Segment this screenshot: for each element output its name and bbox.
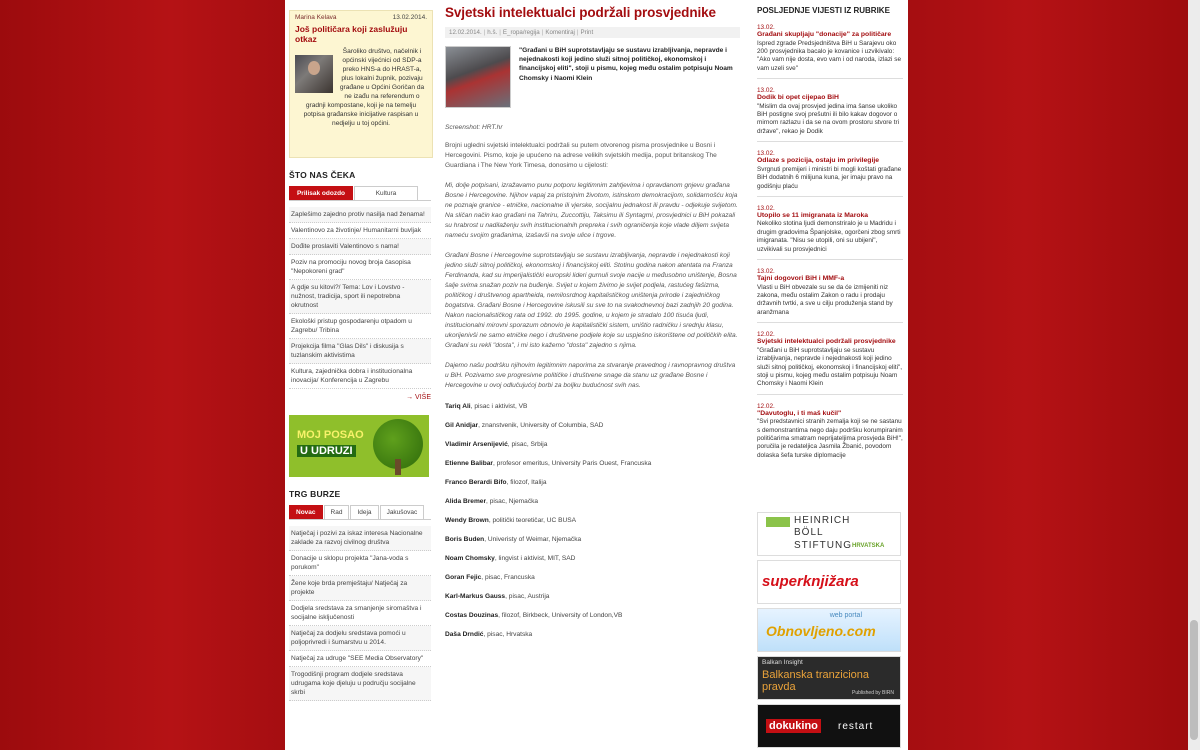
article-paragraph: Dajemo našu podršku njihovim legitimnim naporima za stvaranje pravednog i ravnopravnog društva u BiH. Pozivamo sve progresivne političke i društvene snage da stanu uz građane Bosne i Hercegovine u ovoj odlučujućoj borbi za boljku budućnost svih nas. [445, 362, 736, 389]
signer: Vladimir Arsenijević, pisac, Srbija [445, 441, 548, 448]
quote-text: Šaroliko društvo, načelnik i općinski vijećnici od SDP-a preko HNS-a do HRAST-a, plus lokalni župnik, pozivaju građane u Općini Goričan da ne izađu na referendum o gradnji kompostane, koji je na temelju potpisa građanske inicijative raspisan u nedjelju u toj općini. [303, 48, 425, 127]
list-item[interactable]: A gdje su kitovi?/ Tema: Lov i Lovstvo - nužnost, tradicija, sport ili nepotrebna okrutnost [289, 280, 431, 314]
article-date: 12.02.2014. [449, 29, 482, 36]
photo-caption: Screenshot: HRT.hr [445, 124, 503, 131]
list-item[interactable]: Projekcija filma "Glas Dils" i diskusija s tuzlanskim aktivistima [289, 339, 431, 364]
news-item[interactable]: 13.02. Dodik bi opet cijepao BiH "Mislim da ovaj prosvjed jedina ima šanse ukoliko BiH postigne svoj prešutni ili bilo kakav dogovor o mirnom razlazu i da se na ovom prostoru stvore tri države", rekao je Dodik [757, 87, 903, 142]
trg-burze-tabs [289, 505, 431, 520]
boll-banner[interactable]: HEINRICH BÖLL STIFTUNG HRVATSKA [757, 512, 901, 556]
signer: Karl-Markus Gauss, pisac, Austrija [445, 593, 550, 600]
list-item[interactable]: Natječaj za dodjelu sredstava pomoći u poljoprivredi i šumarstvu u 2014. [289, 626, 431, 651]
news-item[interactable]: 12.02. Svjetski intelektualci podržali prosvjednike "Građani u BiH suprotstavljaju se sustavu izrabljivanja, nepravde i nejednakosti koji jedino služi sitnoj političkoj, ekonomskoj i financijskoj eliti", stoji u pismu, kojeg među ostalim potpisuju Noam Chomsky i Naomi Klein [757, 331, 903, 395]
balkan-insight-banner[interactable]: Balkan Insight Balkanska tranziciona pravda Published by BIRN [757, 656, 901, 700]
signer: Wendy Brown, politički teoretičar, UC BUSA [445, 517, 577, 524]
list-item[interactable]: Žene koje brda premještaju/ Natječaj za projekte [289, 576, 431, 601]
banner-list [757, 512, 903, 750]
signer: Etienne Balibar, profesor emeritus, University Paris Ouest, Francuska [445, 460, 652, 467]
quote-author[interactable]: Marina Kelava [295, 14, 337, 21]
news-item[interactable]: 12.02. "Davutoglu, i ti maš kučil" "Svi predstavnici stranih zemalja koji se ne sastanu s demonstrantima nego daju podršku korumpiranim političarima smatram neprijateljima prosvjeda BiH!", poručila je redateljica Jasmila Žbanić, povodom dolaska šefa turske diplomacije [757, 402, 903, 459]
signer: Tariq Ali, pisac i aktivist, VB [445, 403, 528, 410]
quote-title[interactable]: Još političara koji zaslužuju otkaz [295, 24, 408, 44]
tab-ideja[interactable]: Ideja [350, 505, 378, 519]
list-item[interactable]: Dođite proslaviti Valentinovo s nama! [289, 239, 431, 255]
event-list [289, 207, 431, 389]
signer: Franco Berardi Bifo, filozof, Italija [445, 479, 547, 486]
boll-logo-icon [766, 517, 790, 527]
background-right [908, 0, 1200, 750]
quote-box[interactable] [289, 10, 433, 158]
news-item[interactable]: 13.02. Građani skupljaju "donacije" za političare Ispred zgrade Predsjedništva BiH u Sarajevu oko 200 prosvjednika bacalo je kovanice i uzvikivalo: "Ako vam nije dosta, evo vam i od naroda, izlazi se vam uzeli sve" [757, 24, 903, 79]
banner-line1: MOJ POSAO [297, 429, 364, 441]
list-item[interactable]: Poziv na promociju novog broja časopisa "Nepokoreni grad" [289, 255, 431, 280]
tab-kultura[interactable]: Kultura [354, 186, 418, 200]
article-title: Svjetski intelektualci podržali prosvjednike [445, 5, 716, 20]
news-item[interactable]: 13.02. Utopilo se 11 imigranata iz Maroka Nekoliko stotina ljudi demonstriralo je u Madridu i drugim gradovima Španjolske, ogorčeni zbog smrti imigranata. "Nisu se utopili, oni su ubijeni", uzvikivali su prosvjednici [757, 205, 903, 260]
rubrike-title: POSLJEDNJE VIJESTI IZ RUBRIKE [757, 6, 890, 15]
list-item[interactable]: Trogodišnji program dodjele sredstava udrugama koje djeluju u području socijalne skrbi [289, 667, 431, 701]
signer: Gil Anidjar, znanstvenik, University of Columbia, SAD [445, 422, 604, 429]
news-item[interactable]: 13.02. Odlaze s pozicija, ostaju im privilegije Svrgnuti premijeri i ministri bi mogli koštati građane BiH dodatnih 6 milijuna kuna, jer imaju pravo na godišnju plaću [757, 150, 903, 197]
article-lead: "Građani u BiH suprotstavljaju se sustavu izrabljivanja, nepravde i nejednakosti koji jedino služi sitnoj političkoj, ekonomskoj i financijskoj eliti", stoji u pismu, kojeg među ostalim potpisuju Noam Chomsky i Naomi Klein [519, 47, 733, 82]
list-item[interactable]: Ekološki pristup gospodarenju otpadom u Zagrebu/ Tribina [289, 314, 431, 339]
obnovljeno-banner[interactable]: web portal Obnovljeno.com [757, 608, 901, 652]
comment-link[interactable]: Komentiraj [545, 29, 575, 36]
article-paragraph: Građani Bosne i Hercegovine suprotstavljaju se sustavu izrabljivanja, nepravde i nejednakosti koji jedino služi sitnoj političkoj, ekonomskoj i financijskoj eliti. Stotinu godina nakon atentata na Franza Ferdinanda, kad su imperijalistički europski lideri gurnuli svoje nacije u međusobno uništenje, Bosna šalje svima snažan poziv na buđenje. Svijet u kojem živimo je svijet podjela, rastućeg fašizma, političkog i društvenog apartheida, nemilosrdnog kapitalističkog uništenja prirode i zajedničkog bogatstva. Građani Bosne i Hercegovine iskusili su sve to na svakodnevnoj bazi zadnjih 20 godina. Nakon nacionalističkog rata od 1992. do 1995. godine, u kojem je stradalo 100 tisuća ljudi, institucionalni mirovni sporazum obnovio je kapitalistički sistem, uništio radničku i srednju klasu, ukorijenivši ne samo etničke nego i društvene podjele koje su uspješno iskorištene od političkih elita. Građani su rekli "dosta", i mi isto kažemo "dosta" zajedno s njima. [445, 252, 738, 349]
tree-trunk [395, 459, 401, 475]
tab-rad[interactable]: Rad [324, 505, 350, 519]
signer: Costas Douzinas, filozof, Birkbeck, University of London,VB [445, 612, 623, 619]
moj-posao-banner[interactable] [289, 415, 429, 477]
signer: Boris Buden, Univeristy of Weimar, Njemačka [445, 536, 582, 543]
sto-nas-ceka-tabs [289, 186, 431, 201]
news-list [757, 24, 903, 460]
list-item[interactable]: Kultura, zajednička dobra i institucionalna inovacija/ Konferencija u Zagrebu [289, 364, 431, 389]
article-photo [445, 46, 511, 108]
list-item[interactable]: Valentinovo za životinje/ Humanitarni buvljak [289, 223, 431, 239]
article-meta: 12.02.2014. | h.š. | E_ropa/regija | Komentiraj | Print [445, 27, 740, 38]
sto-nas-ceka-title: ŠTO NAS ČEKA [289, 170, 356, 180]
signer: Noam Chomsky, lingvist i aktivist, MIT, SAD [445, 555, 576, 562]
trg-burze-title: TRG BURZE [289, 489, 341, 499]
tab-novac[interactable]: Novac [289, 505, 323, 519]
right-column [757, 0, 903, 750]
print-link[interactable]: Print [580, 29, 594, 36]
tab-prilisak-odozdo[interactable]: Prilisak odozdo [289, 186, 353, 200]
background-left [0, 0, 285, 750]
signer: Alida Bremer, pisac, Njemačka [445, 498, 539, 505]
article-category[interactable]: E_ropa/regija [502, 29, 540, 36]
dokukino-banner[interactable]: dokukino restart [757, 704, 901, 748]
article-paragraph: Brojni ugledni svjetski intelektualci podržali su putem otvorenog pisma prosvjednike u Bosni i Hercegovini. Pismo, koje je upućeno na adrese velikih svjetskih medija, poput britanskog The Guardiana i The New York Timesa, donosimo u cijelosti: [445, 142, 717, 169]
scrollbar[interactable] [1188, 0, 1200, 750]
tender-list [289, 526, 431, 701]
article [445, 0, 740, 750]
news-item[interactable]: 13.02. Tajni dogovori BiH i MMF-a Vlasti u BiH obvezale su se da će izmijeniti niz zakona, među ostalim Zakon o radu i prodaju državnih tvrtki, a sve u cilju produženja stand by aranžmana [757, 268, 903, 323]
tab-jakusovac[interactable]: Jakušovac [380, 505, 425, 519]
list-item[interactable]: Zaplešimo zajedno protiv nasilja nad ženama! [289, 207, 431, 223]
list-item[interactable]: Donacije u sklopu projekta "Jana-voda s porukom" [289, 551, 431, 576]
more-link[interactable]: → VIŠE [406, 394, 431, 401]
quote-date: 13.02.2014. [392, 14, 427, 21]
signer: Daša Drndić, pisac, Hrvatska [445, 631, 533, 638]
list-item[interactable]: Dodjela sredstava za smanjenje siromaštva i socijalne isključenosti [289, 601, 431, 626]
author-photo [295, 55, 333, 93]
article-author[interactable]: h.š. [487, 29, 498, 36]
list-item[interactable]: Natječaj i pozivi za iskaz interesa Nacionalne zaklade za razvoj civilnog društva [289, 526, 431, 551]
page [285, 0, 908, 750]
superknjizara-banner[interactable]: superknjižara [757, 560, 901, 604]
article-paragraph: Mi, dolje potpisani, izražavamo punu potporu legitimnim zahtjevima i opravdanom gnjevu građana Bosne i Hercegovine. Njihov vapaj za pristojnim životom, istinskom demokracijom, solidarnošću koja ne poznaje granice - etničke, nacionalne ili vjerske, socijalnu jednakost ili pravdu - odjekuje svijetom. Na sličan način kao građani na Tahriru, Zuccottiju, Taksimu ili Syntagmi, prosvjednici u BiH pokazali su hrabrost u nadilaženju svih institucionalnih prepreka i svih ograničenja koje vlade diljem svijeta nameću svojim građanima, izašavši na svoje ulice i trgove. [445, 182, 738, 239]
scrollbar-thumb[interactable] [1190, 620, 1198, 740]
left-column [285, 0, 435, 750]
signer: Goran Fejic, pisac, Francuska [445, 574, 535, 581]
banner-line2: U UDRUZI [297, 445, 356, 457]
list-item[interactable]: Natječaj za udruge "SEE Media Observatory" [289, 651, 431, 667]
